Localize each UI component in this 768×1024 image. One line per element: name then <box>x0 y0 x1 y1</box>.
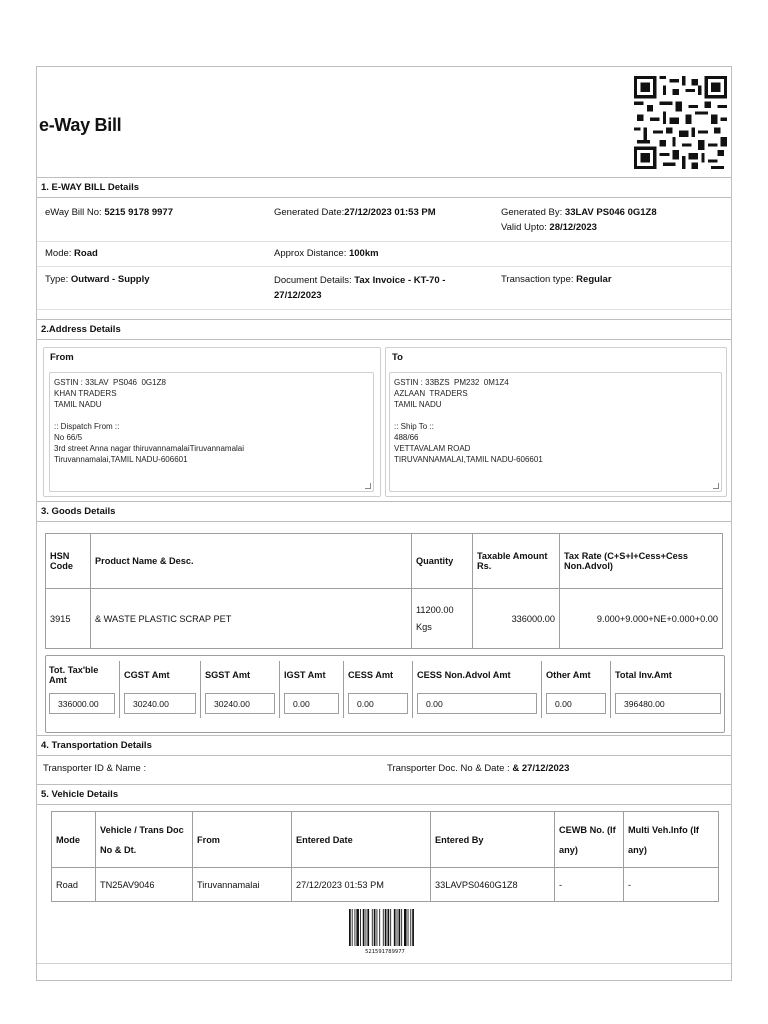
tax-col-header: Other Amt <box>542 661 611 689</box>
tax-col-header: CESS Non.Advol Amt <box>413 661 542 689</box>
address-line: KHAN TRADERS <box>54 389 117 398</box>
section-goods-heading: 3. Goods Details <box>37 501 731 522</box>
barcode-bar <box>394 909 396 946</box>
barcode-bar <box>377 909 378 946</box>
barcode-bar <box>412 909 414 946</box>
barcode-bar <box>367 909 369 946</box>
barcode-bar <box>366 909 367 946</box>
total-taxable-field[interactable]: 336000.00 <box>49 693 115 714</box>
vehicle-col-header: Multi Veh.Info (If any) <box>624 812 719 868</box>
bottom-divider <box>37 963 731 964</box>
address-line <box>54 410 244 421</box>
goods-col-header: HSN Code <box>46 534 91 589</box>
eway-bill-number: eWay Bill No: 5215 9178 9977 <box>45 207 173 218</box>
from-address-text <box>54 377 244 465</box>
address-line: TAMIL NADU <box>394 400 442 409</box>
address-line: No 66/5 <box>54 433 83 442</box>
vehicle-col-header: Vehicle / Trans Doc No & Dt. <box>96 812 193 868</box>
tax-col-header: SGST Amt <box>201 661 280 689</box>
vehicle-cewb: - <box>555 868 624 902</box>
barcode-bar <box>349 909 351 946</box>
address-line: Tiruvannamalai,TAMIL NADU-606601 <box>54 455 188 464</box>
barcode-bar <box>356 909 359 946</box>
vehicle-entered-by: 33LAVPS0460G1Z8 <box>431 868 555 902</box>
from-label: From <box>50 352 74 363</box>
resize-handle-icon[interactable] <box>365 483 371 489</box>
from-address-box <box>43 347 381 497</box>
vehicle-mode: Road <box>52 868 96 902</box>
barcode-bar <box>372 909 373 946</box>
vehicle-col-header: Entered Date <box>292 812 431 868</box>
transporter-doc: Transporter Doc. No & Date : & 27/12/2023 <box>387 763 570 774</box>
barcode <box>348 909 422 955</box>
valid-upto: Valid Upto: 28/12/2023 <box>501 222 597 233</box>
vehicle-col-header: CEWB No. (If any) <box>555 812 624 868</box>
hsn-code: 3915 <box>46 589 91 649</box>
barcode-bar <box>355 909 356 946</box>
to-address-field[interactable] <box>389 372 722 492</box>
address-line: :: Ship To :: <box>394 422 434 431</box>
sgst-field[interactable]: 30240.00 <box>205 693 275 714</box>
barcode-bar <box>360 909 361 946</box>
tax-rate: 9.000+9.000+NE+0.000+0.00 <box>560 589 723 649</box>
barcode-bar <box>374 909 376 946</box>
taxable-amount: 336000.00 <box>473 589 560 649</box>
divider <box>37 241 731 242</box>
barcode-bar <box>388 909 390 946</box>
address-line: TAMIL NADU <box>54 400 102 409</box>
barcode-bar <box>385 909 387 946</box>
address-line: 3rd street Anna nagar thiruvannamalaiTiruvannamalai <box>54 444 245 453</box>
cess-field[interactable]: 0.00 <box>348 693 408 714</box>
generated-date: Generated Date:27/12/2023 01:53 PM <box>274 207 436 218</box>
vehicle-number: TN25AV9046 <box>96 868 193 902</box>
section-address-heading: 2.Address Details <box>37 319 731 340</box>
tax-col-header: Tot. Tax'ble Amt <box>45 661 120 689</box>
address-line: 488/66 <box>394 433 419 442</box>
eway-bill-sheet <box>36 66 732 981</box>
address-line: :: Dispatch From :: <box>54 422 120 431</box>
table-row <box>46 589 723 649</box>
approx-distance: Approx Distance: 100km <box>274 248 379 259</box>
vehicle-entered-date: 27/12/2023 01:53 PM <box>292 868 431 902</box>
goods-col-header: Product Name & Desc. <box>91 534 412 589</box>
document-details: Document Details: Tax Invoice - KT-70 - 27/12/2023 <box>274 275 446 301</box>
other-amount-field[interactable]: 0.00 <box>546 693 606 714</box>
page-title: e-Way Bill <box>39 115 122 135</box>
supply-type: Type: Outward - Supply <box>45 274 150 285</box>
from-address-field[interactable] <box>49 372 374 492</box>
barcode-bars <box>348 909 422 946</box>
to-label: To <box>392 352 403 363</box>
tax-col-header: Total Inv.Amt <box>615 670 672 680</box>
section-transport-heading: 4. Transportation Details <box>37 735 731 756</box>
resize-handle-icon[interactable] <box>713 483 719 489</box>
address-line: GSTIN : 33LAV PS046 0G1Z8 <box>54 378 166 387</box>
vehicle-from: Tiruvannamalai <box>193 868 292 902</box>
barcode-bar <box>379 909 380 946</box>
vehicle-header-row <box>52 812 719 868</box>
table-row <box>52 868 719 902</box>
transport-mode: Mode: Road <box>45 248 98 259</box>
address-line: AZLAAN TRADERS <box>394 389 468 398</box>
section-eway-details-heading: 1. E-WAY BILL Details <box>37 177 731 198</box>
to-address-box <box>385 347 727 497</box>
tax-col-header: CGST Amt <box>120 661 201 689</box>
vehicle-multi-info: - <box>624 868 719 902</box>
barcode-bar <box>397 909 398 946</box>
tax-col-header: CESS Amt <box>344 661 413 689</box>
barcode-bar <box>408 909 409 946</box>
barcode-bar <box>404 909 407 946</box>
goods-table <box>45 533 723 649</box>
qr-code <box>634 75 727 170</box>
vehicle-col-header: Mode <box>52 812 96 868</box>
divider <box>37 309 731 310</box>
vehicle-table <box>51 811 719 902</box>
cgst-field[interactable]: 30240.00 <box>124 693 196 714</box>
goods-col-header: Quantity <box>412 534 473 589</box>
barcode-bar <box>390 909 391 946</box>
quantity: 11200.00 Kgs <box>412 589 473 649</box>
goods-col-header: Tax Rate (C+S+I+Cess+Cess Non.Advol) <box>560 534 723 589</box>
divider <box>37 266 731 267</box>
goods-header-row <box>46 534 723 589</box>
address-line: VETTAVALAM ROAD <box>394 444 471 453</box>
tax-summary-table <box>45 661 725 718</box>
address-line <box>394 410 543 421</box>
vehicle-col-header: From <box>193 812 292 868</box>
igst-field[interactable]: 0.00 <box>284 693 339 714</box>
to-address-text <box>394 377 543 465</box>
address-line: TIRUVANNAMALAI,TAMIL NADU-606601 <box>394 455 543 464</box>
goods-col-header: Taxable Amount Rs. <box>473 534 560 589</box>
barcode-number: 521591789977 <box>365 949 405 955</box>
cess-non-advol-field[interactable]: 0.00 <box>417 693 537 714</box>
transaction-type: Transaction type: Regular <box>501 274 612 285</box>
barcode-bar <box>410 909 411 946</box>
barcode-bar <box>401 909 402 946</box>
total-invoice-field[interactable]: 396480.00 <box>615 693 721 714</box>
vehicle-col-header: Entered By <box>431 812 555 868</box>
barcode-bar <box>352 909 353 946</box>
tax-header-row <box>45 661 725 689</box>
transporter-id-name: Transporter ID & Name : <box>43 763 147 774</box>
tax-col-header: IGST Amt <box>280 661 344 689</box>
address-line: GSTIN : 33BZS PM232 0M1Z4 <box>394 378 509 387</box>
barcode-bar <box>383 909 384 946</box>
generated-by: Generated By: 33LAV PS046 0G1Z8 <box>501 207 657 218</box>
section-vehicle-heading: 5. Vehicle Details <box>37 784 731 805</box>
product-name: & WASTE PLASTIC SCRAP PET <box>91 589 412 649</box>
barcode-bar <box>363 909 365 946</box>
table-row <box>45 689 725 718</box>
barcode-bar <box>399 909 401 946</box>
